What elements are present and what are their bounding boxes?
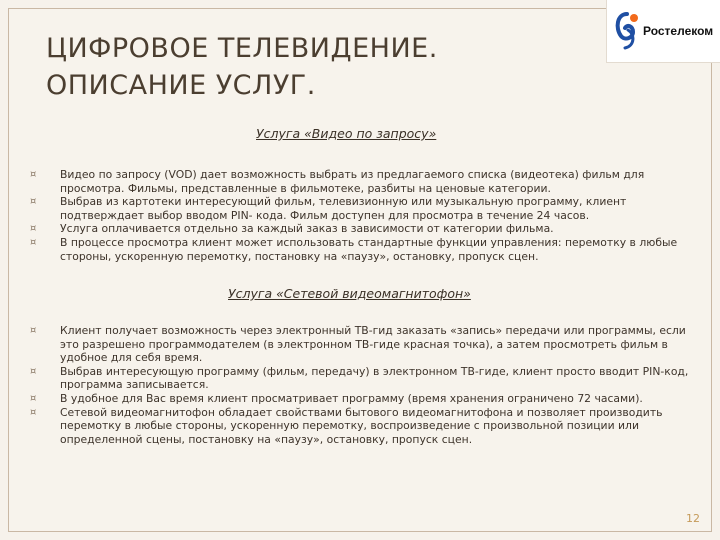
- bullet-text: В процессе просмотра клиент может использовать стандартные функции управления: перемотку в любые стороны, ускоренную перемотку, постановку на «паузу», остановку, пропуск сцен.: [60, 235, 678, 263]
- network-vcr-bullet-list: [30, 324, 690, 446]
- list-item: [30, 236, 690, 263]
- rostelecom-logo-icon: [613, 8, 641, 52]
- bullet-marker-icon: ¤: [30, 325, 37, 336]
- title-line-2: ОПИСАНИЕ УСЛУГ.: [46, 70, 316, 101]
- vod-bullet-list: [30, 168, 690, 263]
- section-heading-network-vcr: Услуга «Сетевой видеомагнитофон»: [228, 286, 471, 301]
- list-item: [30, 365, 690, 392]
- list-item: [30, 168, 690, 195]
- bullet-marker-icon: ¤: [30, 406, 37, 418]
- list-item: [30, 324, 690, 365]
- bullet-marker-icon: ¤: [30, 365, 37, 377]
- bullet-marker-icon: ¤: [30, 196, 37, 208]
- section-heading-vod: Услуга «Видео по запросу»: [256, 126, 437, 141]
- list-item: [30, 195, 690, 222]
- bullet-text: Выбрав из картотеки интересующий фильм, телевизионную или музыкальную программу, клиент подтверждает выбор вводом PIN- кода. Фильм доступен для просмотра в течение 24 часов.: [60, 195, 627, 222]
- bullet-marker-icon: ¤: [30, 236, 37, 248]
- list-item: [30, 406, 690, 447]
- title-line-1: ЦИФРОВОЕ ТЕЛЕВИДЕНИЕ.: [46, 33, 438, 64]
- bullet-text: Выбрав интересующую программу (фильм, передачу) в электронном ТВ-гиде, клиент просто вводит PIN-код, программа записывается.: [60, 364, 689, 392]
- page-number: 12: [686, 512, 700, 525]
- bullet-text: Услуга оплачивается отдельно за каждый заказ в зависимости от категории фильма.: [60, 222, 554, 236]
- bullet-marker-icon: ¤: [30, 169, 37, 180]
- bullet-text: В удобное для Вас время клиент просматривает программу (время хранения ограничено 72 часами).: [60, 391, 643, 405]
- slide-title: [46, 30, 566, 104]
- logo-wordmark: Ростелеком: [643, 24, 714, 38]
- rostelecom-logo: [606, 0, 720, 63]
- bullet-marker-icon: ¤: [30, 223, 37, 235]
- bullet-text: Видео по запросу (VOD) дает возможность выбрать из предлагаемого списка (видеотека) фильм для просмотра. Фильмы, представленные в фильмотеке, разбиты на ценовые категории.: [60, 168, 645, 195]
- bullet-text: Клиент получает возможность через электронный ТВ-гид заказать «запись» передачи или программы, если это разрешено программодателем (в электронном ТВ-гиде красная точка), а затем просмотреть фильм в удобное для себя время.: [60, 324, 686, 365]
- list-item: [30, 392, 690, 406]
- bullet-marker-icon: ¤: [30, 392, 37, 404]
- bullet-text: Сетевой видеомагнитофон обладает свойствами бытового видеомагнитофона и позволяет производить перемотку в любые стороны, ускоренную перемотку, воспроизведение с произвольной позиции или определенной сцены, постановку на «паузу», остановку, пропуск сцен.: [60, 405, 663, 446]
- list-item: [30, 222, 690, 236]
